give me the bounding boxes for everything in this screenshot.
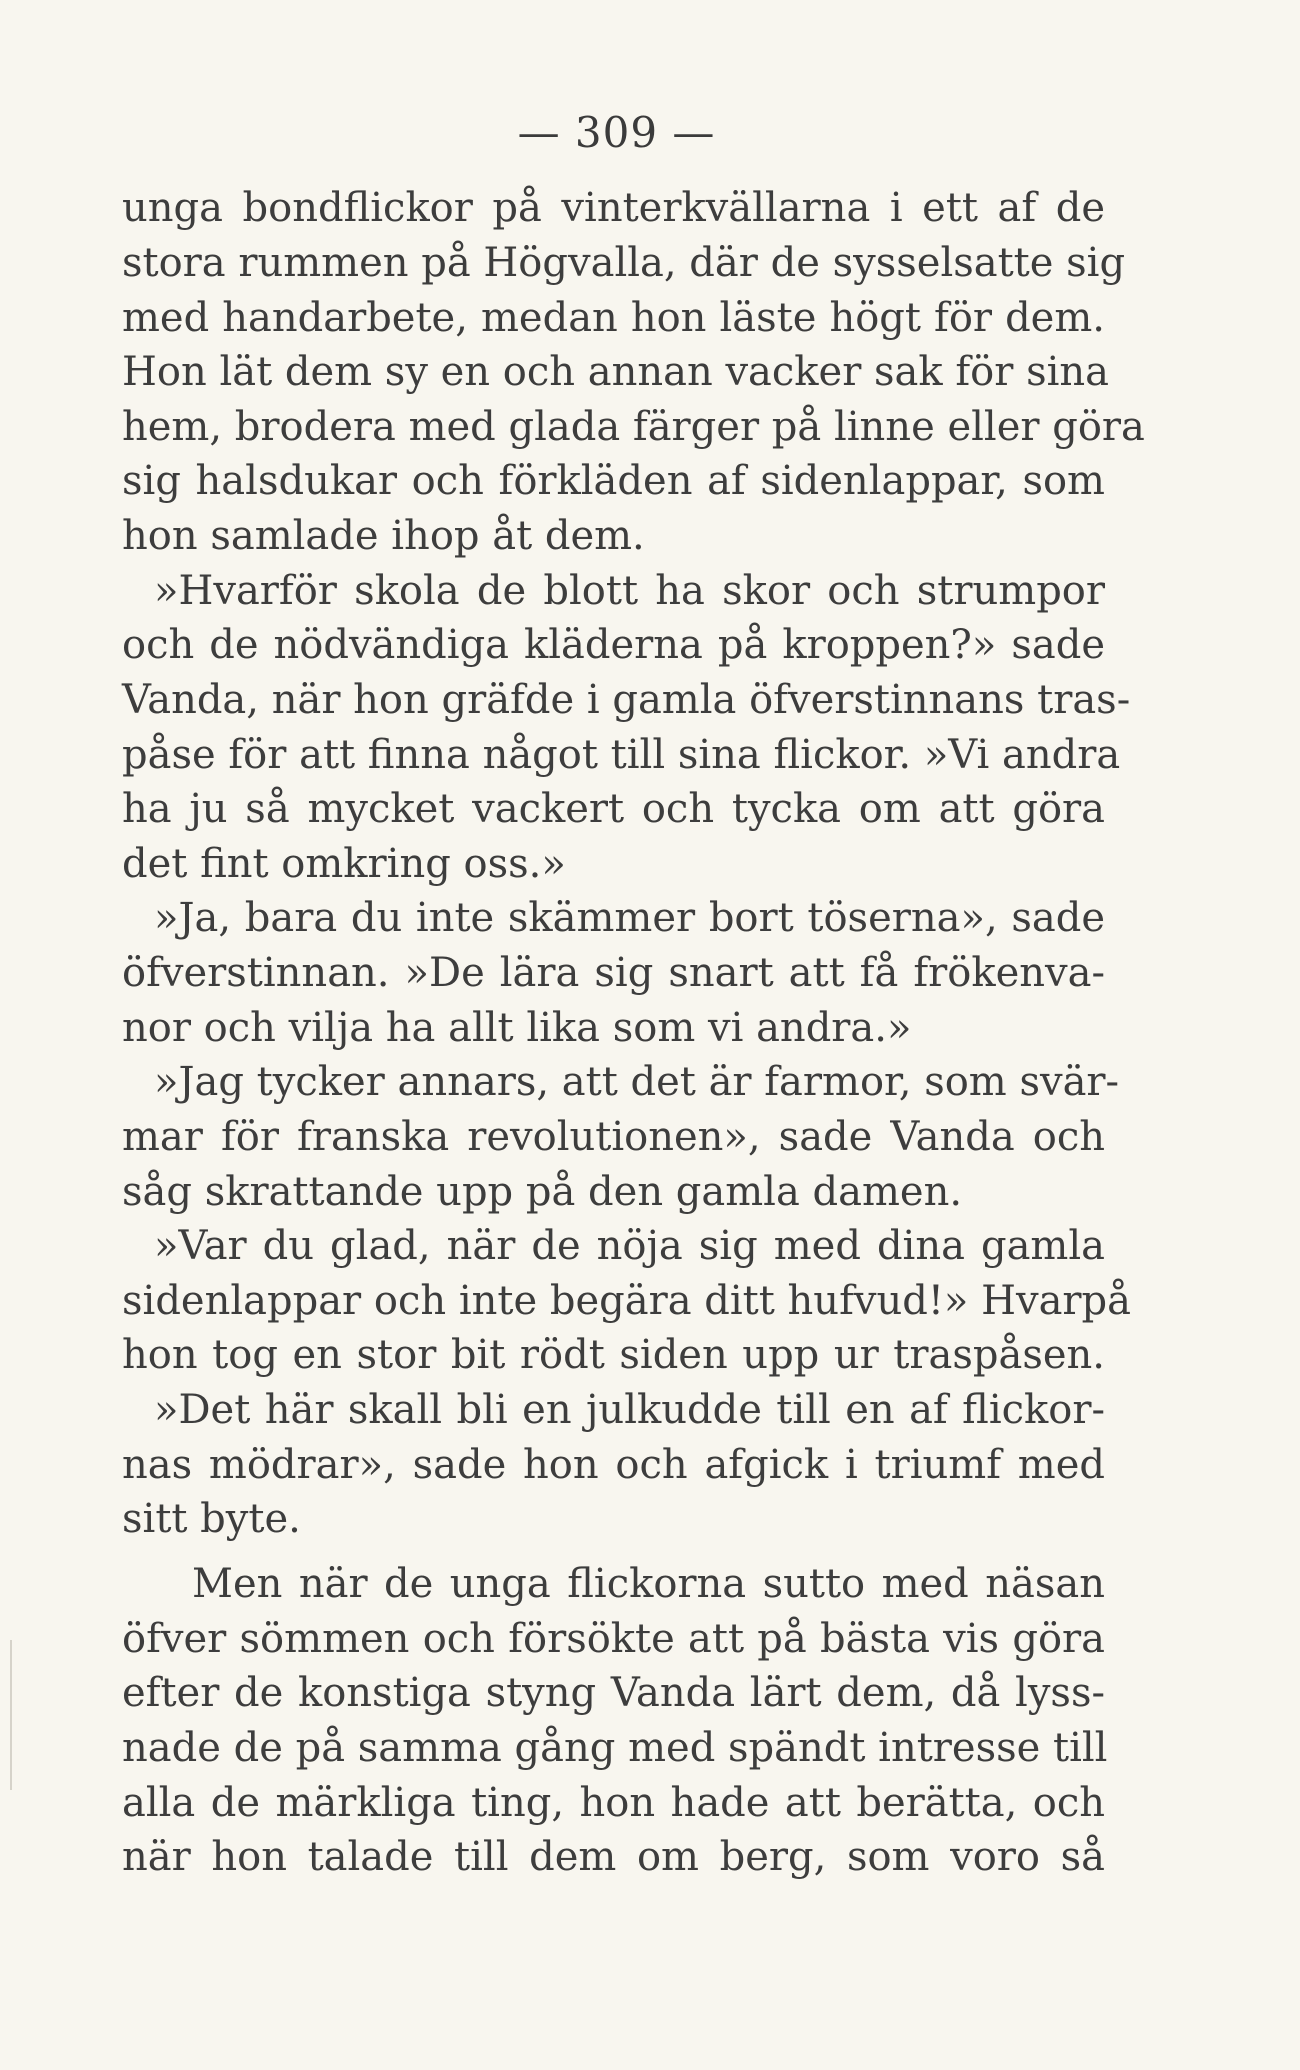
text-line: nor och vilja ha allt lika som vi andra.»: [122, 1005, 912, 1051]
text-line: mar för franska revolutionen», sade Vanda och: [122, 1114, 1105, 1160]
text-line: nade de på samma gång med spändt intresse till: [122, 1725, 1108, 1771]
text-line: såg skrattande upp på den gamla damen.: [122, 1169, 963, 1215]
text-line: öfver sömmen och försökte att på bästa vis göra: [122, 1616, 1105, 1662]
text-line: Vanda, när hon gräfde i gamla öfverstinnans tras-: [122, 677, 1131, 723]
text-line: »Var du glad, när de nöja sig med dina gamla: [154, 1223, 1105, 1269]
text-line: efter de konstiga styng Vanda lärt dem, då lyss-: [122, 1670, 1105, 1716]
text-line: med handarbete, medan hon läste högt för dem.: [122, 295, 1105, 341]
text-line: unga bondflickor på vinterkvällarna i ett af de: [122, 185, 1105, 231]
text-line: hem, brodera med glada färger på linne eller göra: [122, 404, 1145, 450]
text-line: hon tog en stor bit rödt siden upp ur traspåsen.: [122, 1332, 1105, 1378]
text-line: »Jag tycker annars, att det är farmor, som svär-: [154, 1059, 1120, 1105]
text-line: sidenlappar och inte begära ditt hufvud!» Hvarpå: [122, 1278, 1132, 1324]
text-line: »Det här skall bli en julkudde till en af flickor-: [154, 1387, 1105, 1433]
page-number: — 309 —: [517, 108, 716, 157]
text-line: nas mödrar», sade hon och afgick i triumf med: [122, 1442, 1105, 1488]
text-line: hon samlade ihop åt dem.: [122, 513, 645, 559]
text-line: när hon talade till dem om berg, som voro så: [122, 1834, 1105, 1880]
text-line: Hon lät dem sy en och annan vacker sak för sina: [122, 349, 1110, 395]
text-line: stora rummen på Högvalla, där de sysselsatte sig: [122, 240, 1126, 286]
text-line: sitt byte.: [122, 1496, 301, 1542]
text-line: alla de märkliga ting, hon hade att berätta, och: [122, 1780, 1105, 1826]
text-line: »Ja, bara du inte skämmer bort töserna», sade: [154, 895, 1105, 941]
text-line: och de nödvändiga kläderna på kroppen?» sade: [122, 622, 1105, 668]
text-line: sig halsdukar och förkläden af sidenlappar, som: [122, 458, 1105, 504]
text-line: »Hvarför skola de blott ha skor och strumpor: [154, 568, 1105, 614]
text-line: ha ju så mycket vackert och tycka om att göra: [122, 786, 1105, 832]
text-line: påse för att finna något till sina flickor. »Vi andra: [122, 732, 1121, 778]
text-line: öfverstinnan. »De lära sig snart att få frökenva-: [122, 950, 1105, 996]
text-line: det fint omkring oss.»: [122, 841, 566, 887]
scan-margin-mark: [10, 1640, 12, 1790]
text-line: Men när de unga flickorna sutto med näsan: [192, 1561, 1105, 1607]
